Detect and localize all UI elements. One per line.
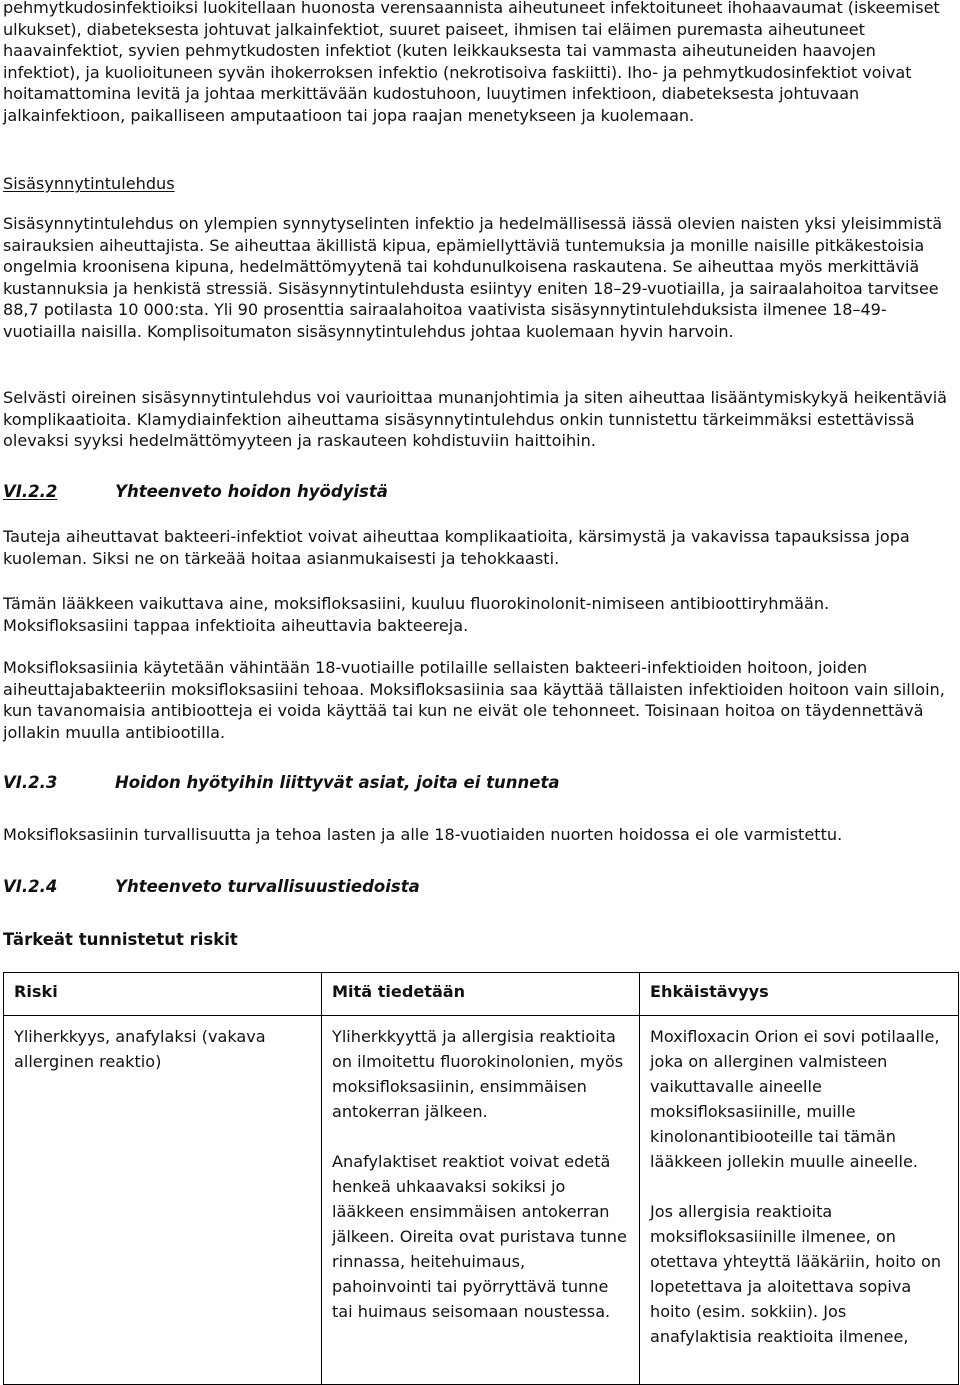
identified-risks-title: Tärkeät tunnistetut riskit (3, 930, 238, 949)
known-cell (322, 1016, 640, 1385)
paragraph-pid-description: Sisäsynnytintulehdus on ylempien synnytyselinten infektio ja hedelmällisessä iässä olevien naisten yksi yleisimmistä sairauksien aiheuttajista. Se aiheuttaa äkillistä kipua, epämiellyttäviä tuntemuksia ja monille naisille pitkäkestoisia ongelmia kroonisena kipuna, hedelmättömyytenä tai kohdunulkoisena raskautena. Se aiheuttaa myös merkittäviä kustannuksia ja henkistä stressiä. Sisäsynnytintulehdusta esiintyy eniten 18–29-vuotiailla, ja sairaalahoitoa tarvitsee 88,7 potilasta 10 000:sta. Yli 90 prosenttia sairaalahoitoa vaativista sisäsynnytintulehduksista ilmenee 18–49-vuotiailla naisilla. Komplisoitumaton sisäsynnytintulehdus johtaa kuolemaan hyvin harvoin. (3, 214, 943, 341)
paragraph-benefits-3: Moksifloksasiinia käytetään vähintään 18-vuotiaille potilaille sellaisten bakteeri-infektioiden hoitoon, joiden aiheuttajabakteeriin moksifloksasiini tehoaa. Moksifloksasiinia saa käyttää tällaisten infektioiden hoitoon vain silloin, kun tavanomaisia antibiootteja ei voida käyttää tai kun ne eivät ole tehonneet. Toisinaan hoitoa on täydennettävä jollakin muulla antibiootilla. (3, 658, 945, 742)
column-header-prevention: Ehkäistävyys (640, 973, 959, 1016)
table-header-row (4, 973, 959, 1016)
known-text-2: Anafylaktiset reaktiot voivat edetä henkeä uhkaavaksi sokiksi jo lääkkeen ensimmäisen antokerran jälkeen. Oireita ovat puristava tunne rinnassa, heitehuimaus, pahoinvointi tai pyörryttävä tunne tai huimaus seisomaan noustessa. (332, 1152, 627, 1321)
section-number: VI.2.4 (3, 877, 58, 896)
section-number: VI.2.2 (3, 482, 58, 501)
paragraph-infections-intro: pehmytkudosinfektioiksi luokitellaan huonosta verensaannista aiheutuneet infektoituneet ihohaavaumat (iskeemiset ulkukset), diabeteksesta johtuvat jalkainfektiot, suuret paiseet, ihmisen tai eläimen puremasta aiheutuneet haavainfektiot, syvien pehmytkudosten infektiot (kuten leikkauksesta tai vammasta aiheutuneiden haavojen infektiot), ja kuolioituneen syvän ihokerroksen infektio (nekrotisoiva faskiitti). Iho- ja pehmytkudosinfektiot voivat hoitamattomina levitä ja johtaa merkittävään kudostuhoon, luuytimen infektioon, diabeteksesta johtuvaan jalkainfektioon, paikalliseen amputaatioon tai jopa raajan menetykseen ja kuolemaan. (3, 0, 940, 125)
table-row (4, 1016, 959, 1385)
risk-table (3, 972, 959, 1385)
prevention-text-1: Moxifloxacin Orion ei sovi potilaalle, joka on allerginen valmisteen vaikuttavalle aineelle moksifloksasiinille, muille kinolonantibiooteille tai tämän lääkkeen jollekin muulle aineelle. (650, 1027, 940, 1171)
risk-cell (4, 1016, 322, 1385)
prevention-cell (640, 1016, 959, 1385)
prevention-text-2: Jos allergisia reaktioita moksifloksasiinille ilmenee, on otettava yhteyttä lääkäriin, hoito on lopetettava ja aloitettava sopiva hoito (esim. sokkiin). Jos anafylaktisia reaktioita ilmenee, (650, 1202, 942, 1346)
paragraph-unknowns: Moksifloksasiinin turvallisuutta ja tehoa lasten ja alle 18-vuotiaiden nuorten hoidossa ei ole varmistettu. (3, 825, 843, 844)
column-header-risk: Riski (4, 973, 322, 1016)
section-title: Hoidon hyötyihin liittyvät asiat, joita ei tunneta (115, 773, 560, 792)
column-header-known: Mitä tiedetään (322, 973, 640, 1016)
section-number: VI.2.3 (3, 773, 58, 792)
subheading-pid: Sisäsynnytintulehdus (3, 174, 175, 193)
paragraph-benefits-1: Tauteja aiheuttavat bakteeri-infektiot voivat aiheuttaa komplikaatioita, kärsimystä ja vakavissa tapauksissa jopa kuoleman. Siksi ne on tärkeää hoitaa asianmukaisesti ja tehokkaasti. (3, 527, 910, 568)
section-title: Yhteenveto turvallisuustiedoista (115, 877, 420, 896)
paragraph-pid-consequences: Selvästi oireinen sisäsynnytintulehdus voi vaurioittaa munanjohtimia ja siten aiheuttaa lisääntymiskykyä heikentäviä komplikaatioita. Klamydiainfektion aiheuttama sisäsynnytintulehdus onkin tunnistettu tärkeimmäksi estettävissä olevaksi syyksi hedelmättömyyteen ja raskauteen kohdistuviin haittoihin. (3, 388, 948, 451)
paragraph-benefits-2: Tämän lääkkeen vaikuttava aine, moksifloksasiini, kuuluu fluorokinolonit-nimiseen antibioottiryhmään. Moksifloksasiini tappaa infektioita aiheuttavia bakteereja. (3, 594, 830, 635)
risk-name: Yliherkkyys, anafylaksi (vakava allerginen reaktio) (14, 1027, 266, 1071)
section-title: Yhteenveto hoidon hyödyistä (115, 482, 388, 501)
known-text-1: Yliherkkyyttä ja allergisia reaktioita on ilmoitettu fluorokinolonien, myös moksifloksasiinin, ensimmäisen antokerran jälkeen. (332, 1027, 624, 1121)
